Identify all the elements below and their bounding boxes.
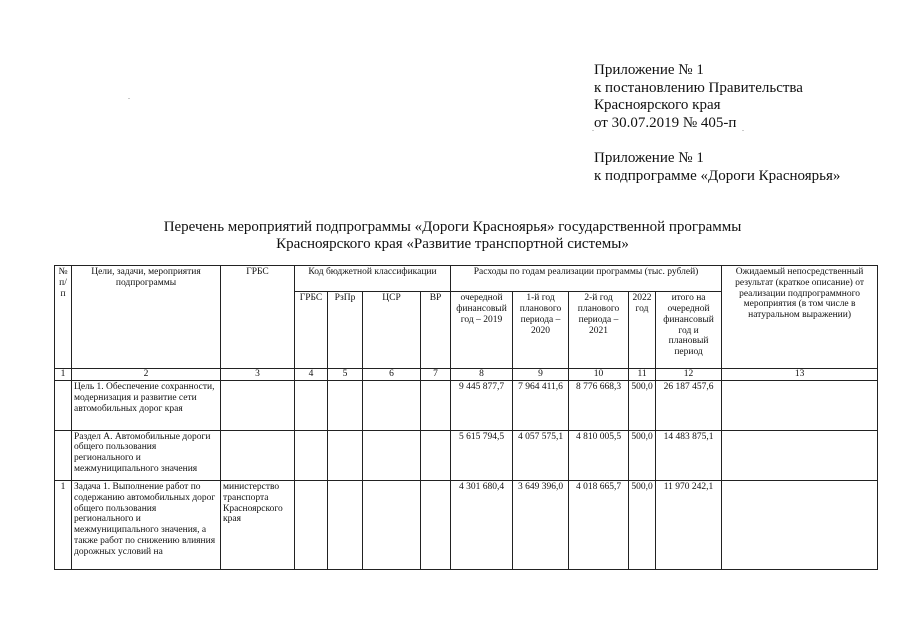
row-2021: 4 018 665,7 [569, 481, 629, 570]
row-2020: 4 057 575,1 [513, 430, 569, 480]
header-num: № п/п [55, 266, 72, 369]
column-number: 5 [328, 369, 363, 381]
column-number: 3 [221, 369, 295, 381]
row-2020: 7 964 411,6 [513, 381, 569, 430]
column-number: 4 [295, 369, 328, 381]
subheader-total: итого на очередной финансовый год и плановый период [656, 292, 722, 369]
document-title-line2: Красноярского края «Развитие транспортной системы» [276, 236, 629, 252]
table-row [55, 430, 878, 480]
row-total: 14 483 875,1 [656, 430, 722, 480]
document-title [0, 219, 905, 253]
column-number: 8 [451, 369, 513, 381]
column-number: 6 [363, 369, 421, 381]
column-number: 2 [72, 369, 221, 381]
row-total: 11 970 242,1 [656, 481, 722, 570]
row-2022: 500,0 [629, 381, 656, 430]
column-number: 11 [629, 369, 656, 381]
appendix-resolution [594, 62, 803, 132]
column-number: 13 [722, 369, 878, 381]
row-code-rzpr [328, 430, 363, 480]
row-result [722, 430, 878, 480]
subheader-2022: 2022 год [629, 292, 656, 369]
subheader-grbs: ГРБС [295, 292, 328, 369]
header-grbs: ГРБС [221, 266, 295, 369]
row-num [55, 430, 72, 480]
column-number: 7 [421, 369, 451, 381]
column-number-row [55, 369, 878, 381]
scan-speck: . [128, 92, 130, 101]
subheader-2020: 1-й год планового периода – 2020 [513, 292, 569, 369]
appendix-subprogram-line2: к подпрограмме «Дороги Красноярья» [594, 167, 841, 184]
table-row [55, 381, 878, 430]
table-header-row [55, 266, 878, 292]
row-grbs: министерство транспорта Красноярского края [221, 481, 295, 570]
header-result: Ожидаемый непосредственный результат (краткое описание) от реализации подпрограммного мероприятия (в том числе в натуральном выражении) [722, 266, 878, 369]
subheader-rzpr: РзПр [328, 292, 363, 369]
subheader-2021: 2-й год планового периода – 2021 [569, 292, 629, 369]
row-result [722, 481, 878, 570]
row-num [55, 381, 72, 430]
row-result [722, 381, 878, 430]
subheader-vr: ВР [421, 292, 451, 369]
subheader-2019: очередной финансовый год – 2019 [451, 292, 513, 369]
appendix-resolution-line3: Красноярского края [594, 97, 721, 113]
row-2019: 5 615 794,5 [451, 430, 513, 480]
row-code-csr [363, 430, 421, 480]
column-number: 12 [656, 369, 722, 381]
scan-speck: . [592, 124, 594, 133]
row-num: 1 [55, 481, 72, 570]
appendix-resolution-line1: Приложение № 1 [594, 62, 704, 78]
row-2019: 4 301 680,4 [451, 481, 513, 570]
row-code-vr [421, 481, 451, 570]
header-goals: Цели, задачи, мероприятия подпрограммы [72, 266, 221, 369]
row-2019: 9 445 877,7 [451, 381, 513, 430]
row-code-grbs [295, 430, 328, 480]
row-code-grbs [295, 481, 328, 570]
row-code-csr [363, 481, 421, 570]
appendix-subprogram-line1: Приложение № 1 [594, 150, 704, 166]
row-2020: 3 649 396,0 [513, 481, 569, 570]
row-name: Цель 1. Обеспечение сохранности, модернизация и развитие сети автомобильных дорог края [72, 381, 221, 430]
row-total: 26 187 457,6 [656, 381, 722, 430]
column-number: 9 [513, 369, 569, 381]
row-grbs [221, 430, 295, 480]
header-budget-code: Код бюджетной классификации [295, 266, 451, 292]
row-code-vr [421, 381, 451, 430]
document-title-line1: Перечень мероприятий подпрограммы «Дороги Красноярья» государственной программы [163, 219, 742, 235]
row-2021: 4 810 005,5 [569, 430, 629, 480]
row-name: Раздел А. Автомобильные дороги общего пользования регионального и межмуниципального значения [72, 430, 221, 480]
table-row [55, 481, 878, 570]
scan-speck: . [742, 124, 744, 133]
appendix-resolution-line2: к постановлению Правительства [594, 79, 803, 96]
appendix-subprogram [594, 150, 840, 185]
row-code-rzpr [328, 381, 363, 430]
column-number: 1 [55, 369, 72, 381]
row-code-csr [363, 381, 421, 430]
measures-table [54, 265, 878, 570]
subheader-csr: ЦСР [363, 292, 421, 369]
row-code-rzpr [328, 481, 363, 570]
row-grbs [221, 381, 295, 430]
row-2022: 500,0 [629, 481, 656, 570]
row-2022: 500,0 [629, 430, 656, 480]
column-number: 10 [569, 369, 629, 381]
appendix-resolution-line4: от 30.07.2019 № 405-п [594, 114, 737, 131]
row-name: Задача 1. Выполнение работ по содержанию автомобильных дорог общего пользования регионального и межмуниципального значения, а также работ по снижению влияния дорожных условий на [72, 481, 221, 570]
row-code-grbs [295, 381, 328, 430]
row-2021: 8 776 668,3 [569, 381, 629, 430]
row-code-vr [421, 430, 451, 480]
header-expenses: Расходы по годам реализации программы (тыс. рублей) [451, 266, 722, 292]
